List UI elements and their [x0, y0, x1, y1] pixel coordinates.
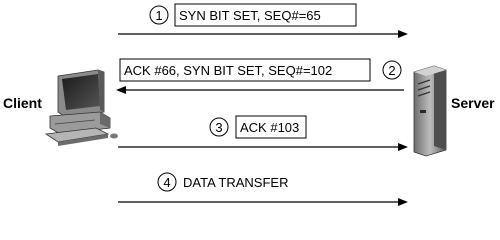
server-label: Server [451, 95, 495, 111]
step-3-number: 3 [215, 120, 223, 135]
step-1-arrowhead [398, 30, 408, 38]
step-1-number: 1 [155, 8, 163, 23]
step-2-arrowhead [116, 86, 126, 94]
step-3-arrowhead [398, 143, 408, 151]
step-1 [118, 4, 408, 38]
step-2-label: ACK #66, SYN BIT SET, SEQ#=102 [124, 63, 333, 78]
step-3 [118, 116, 408, 151]
step-2-number: 2 [388, 63, 396, 78]
step-2 [116, 59, 404, 94]
step-3-label: ACK #103 [240, 120, 300, 135]
server-tower-icon [414, 66, 446, 156]
step-4 [118, 173, 408, 206]
step-4-number: 4 [163, 175, 171, 190]
step-4-arrowhead [398, 198, 408, 206]
step-4-label: DATA TRANSFER [183, 175, 289, 190]
client-computer-icon [46, 70, 118, 146]
step-1-label: SYN BIT SET, SEQ#=65 [179, 8, 321, 23]
client-label: Client [3, 95, 42, 111]
